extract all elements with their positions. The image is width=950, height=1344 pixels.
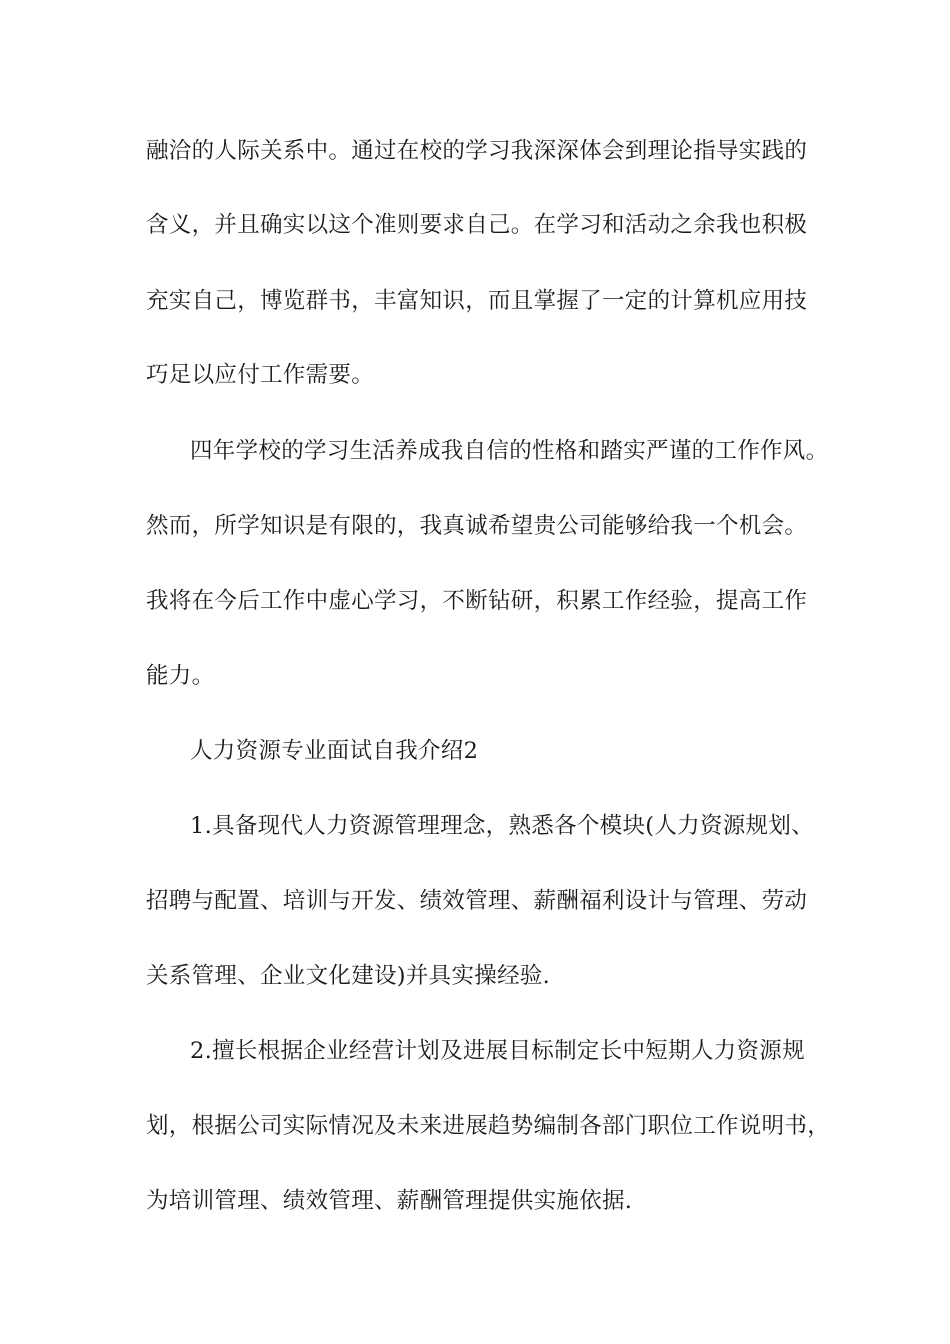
body-text-line: 关系管理、企业文化建设)并具实操经验.	[146, 963, 551, 989]
body-text-line: 划，根据公司实际情况及未来进展趋势编制各部门职位工作说明书，	[146, 1113, 831, 1139]
body-text-line: 招聘与配置、培训与开发、绩效管理、薪酬福利设计与管理、劳动	[146, 888, 808, 914]
body-text-line: 巧足以应付工作需要。	[146, 362, 375, 388]
body-text-line: 充实自己，博览群书，丰富知识，而且掌握了一定的计算机应用技	[146, 288, 808, 314]
body-text-line: 能力。	[146, 663, 215, 689]
body-text-line: 然而，所学知识是有限的，我真诚希望贵公司能够给我一个机会。	[146, 513, 808, 539]
paragraph-first-line: 四年学校的学习生活养成我自信的性格和踏实严谨的工作作风。	[190, 438, 829, 464]
body-text-line: 我将在今后工作中虚心学习，不断钻研，积累工作经验，提高工作	[146, 588, 808, 614]
list-item-first-line: 1.具备现代人力资源管理理念，熟悉各个模块(人力资源规划、	[190, 813, 814, 839]
section-heading: 人力资源专业面试自我介绍2	[190, 738, 479, 764]
body-text-line: 融洽的人际关系中。通过在校的学习我深深体会到理论指导实践的	[146, 138, 808, 164]
body-text-line: 含义，并且确实以这个准则要求自己。在学习和活动之余我也积极	[146, 212, 808, 238]
body-text-line: 为培训管理、绩效管理、薪酬管理提供实施依据.	[146, 1188, 633, 1214]
list-item-first-line: 2.擅长根据企业经营计划及进展目标制定长中短期人力资源规	[190, 1038, 805, 1064]
